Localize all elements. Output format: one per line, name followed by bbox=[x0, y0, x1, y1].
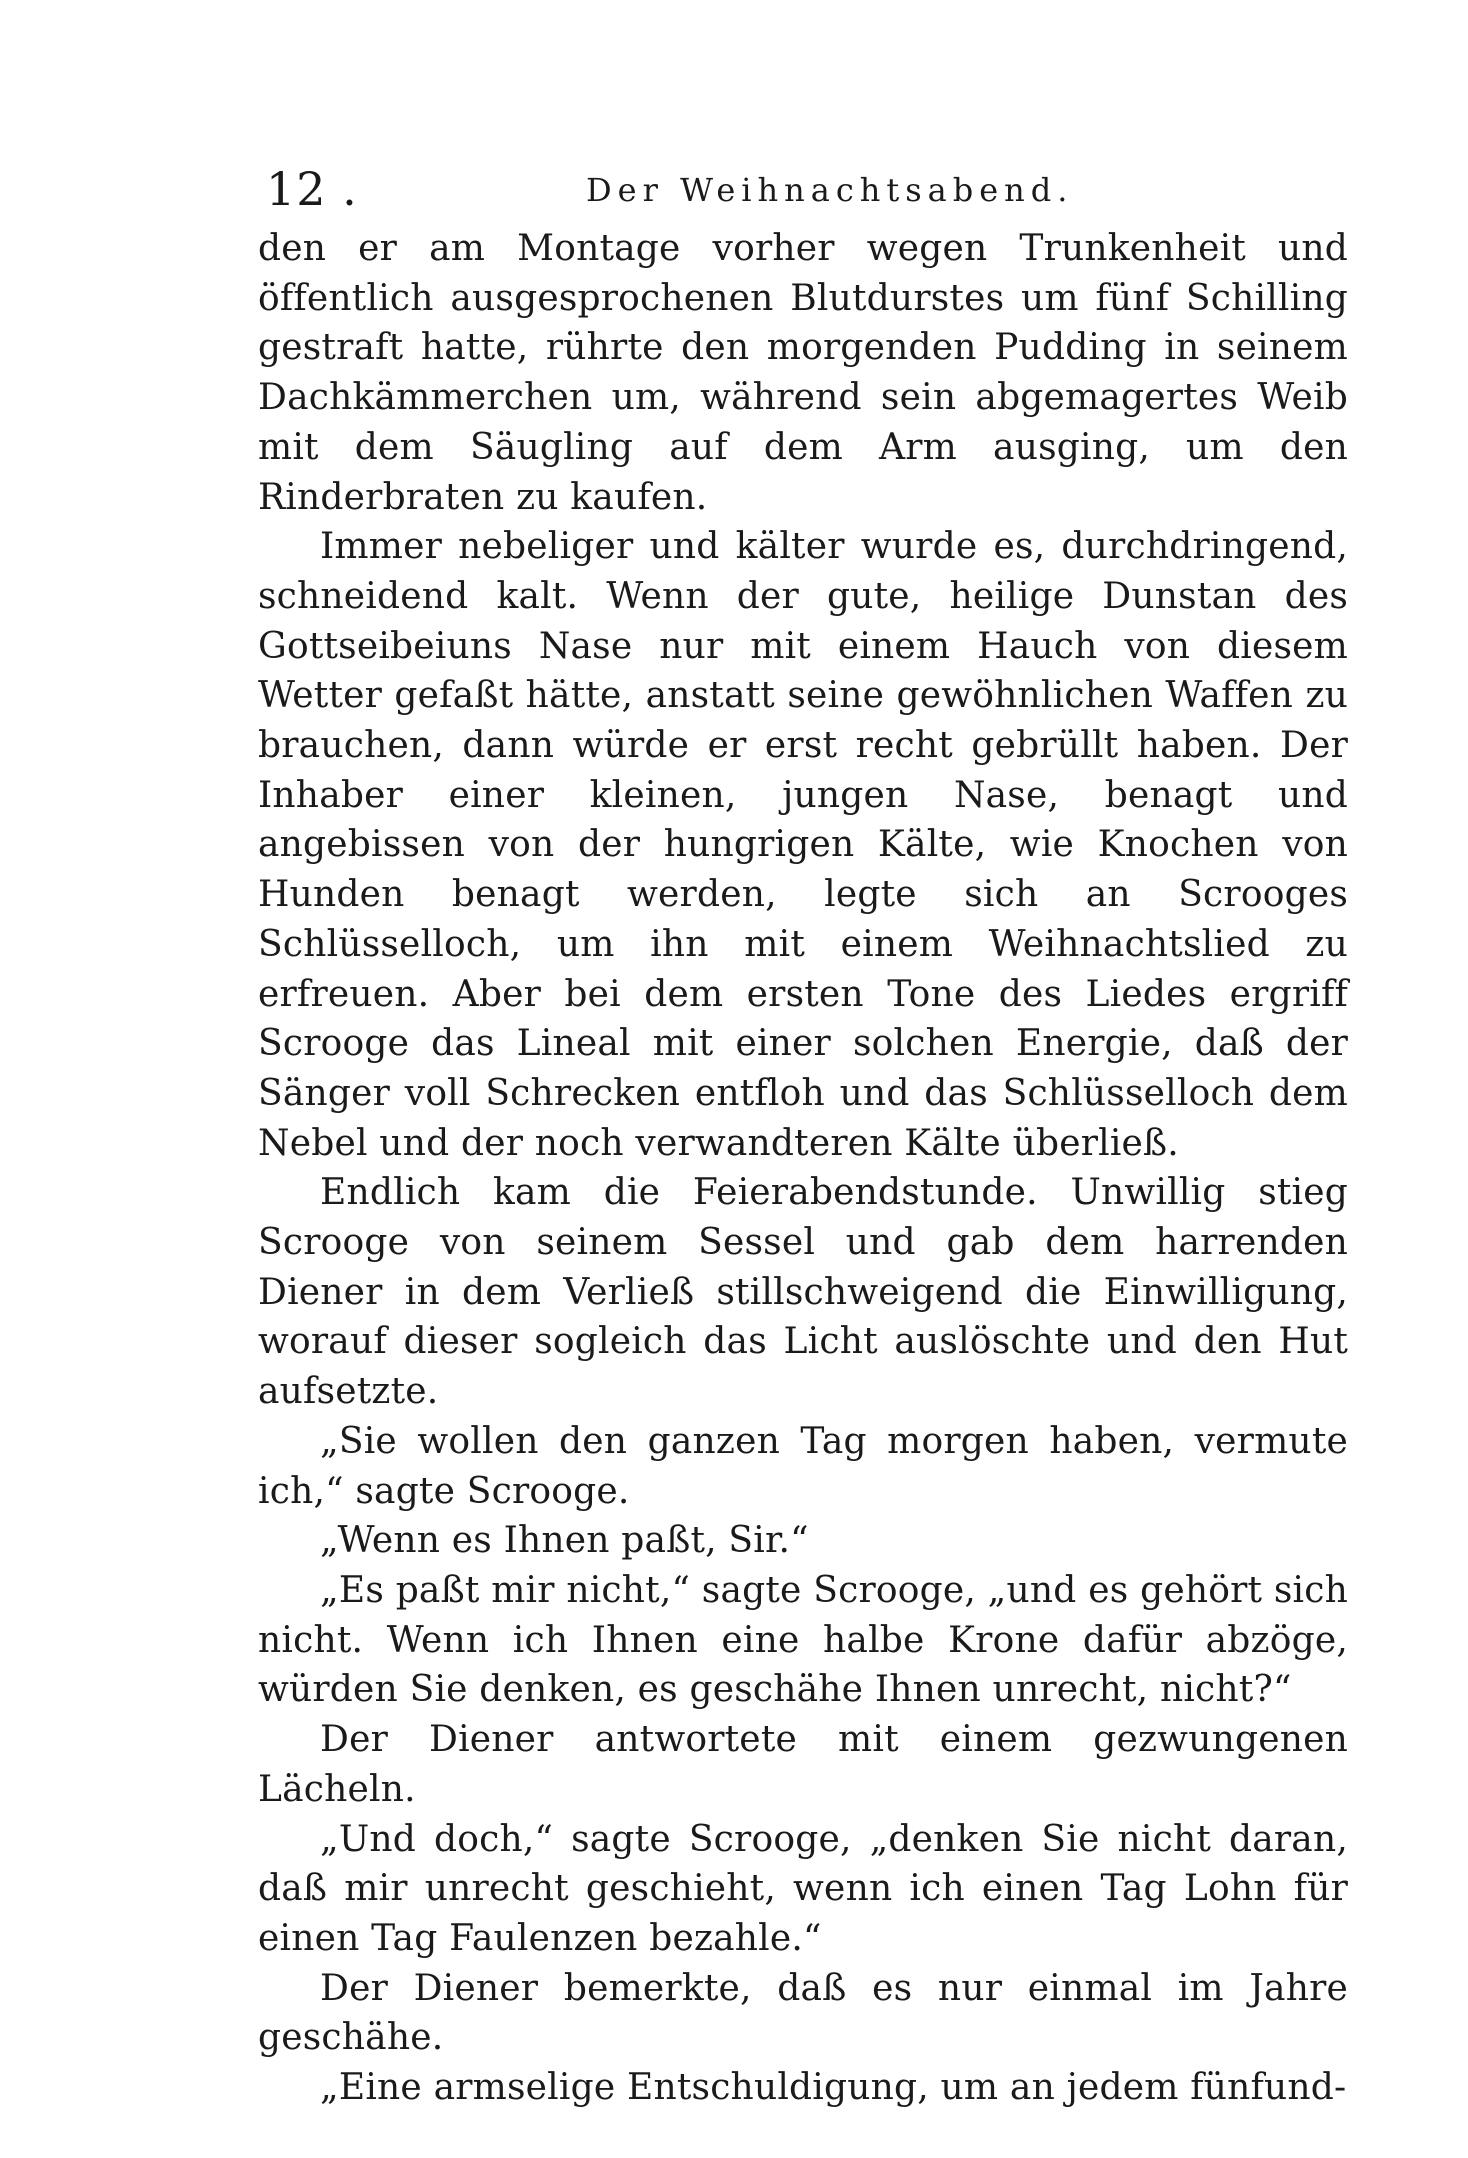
page-body bbox=[258, 224, 1348, 2113]
paragraph: Der Diener antwortete mit einem gezwungenen Lächeln. bbox=[258, 1719, 1348, 1810]
page-header bbox=[258, 160, 1348, 224]
paragraph: Endlich kam die Feierabendstunde. Unwillig stieg Scrooge von seinem Sessel und gab dem harrenden Diener in dem Verließ stillschweigend die Einwilligung, worauf dieser sogleich das Licht auslöschte und den Hut aufsetzte. bbox=[258, 1172, 1348, 1413]
paragraph: den er am Montage vorher wegen Trunkenheit und öffentlich ausgesprochenen Blutdurstes um fünf Schilling gestraft hatte, rührte den morgenden Pudding in seinem Dachkämmerchen um, während sein abgemagertes Weib mit dem Säugling auf dem Arm ausging, um den Rinderbraten zu kaufen. bbox=[258, 228, 1348, 518]
paragraph: Der Diener bemerkte, daß es nur einmal im Jahre geschähe. bbox=[258, 1967, 1348, 2059]
paragraph: „Wenn es Ihnen paßt, Sir.“ bbox=[320, 1520, 809, 1562]
paragraph: „Es paßt mir nicht,“ sagte Scrooge, „und es gehört sich nicht. Wenn ich Ihnen eine halbe Krone dafür abzöge, würden Sie denken, es geschähe Ihnen unrecht, nicht?“ bbox=[258, 1569, 1348, 1711]
paragraph: „Sie wollen den ganzen Tag morgen haben, vermute ich,“ sagte Scrooge. bbox=[258, 1420, 1348, 1512]
page-number: 12 . bbox=[266, 162, 358, 216]
paragraph: „Und doch,“ sagte Scrooge, „denken Sie nicht daran, daß mir unrecht geschieht, wenn ich einen Tag Lohn für einen Tag Faulenzen bezahle.“ bbox=[258, 1818, 1348, 1959]
book-page bbox=[258, 160, 1348, 2113]
paragraph: Immer nebeliger und kälter wurde es, durchdringend, schneidend kalt. Wenn der gute, heilige Dunstan des Gottseibeiuns Nase nur mit einem Hauch von diesem Wetter gefaßt hätte, anstatt seine gewöhnlichen Waffen zu brauchen, dann würde er erst recht gebrüllt haben. Der Inhaber einer kleinen, jungen Nase, benagt und angebissen von der hungrigen Kälte, wie Knochen von Hunden benagt werden, legte sich an Scrooges Schlüsselloch, um ihn mit einem Weihnachtslied zu erfreuen. Aber bei dem ersten Tone des Liedes ergriff Scrooge das Lineal mit einer solchen Energie, daß der Sänger voll Schrecken entfloh und das Schlüsselloch dem Nebel und der noch verwandteren Kälte überließ. bbox=[258, 526, 1348, 1164]
paragraph: „Eine armselige Entschuldigung, um an jedem fünfund- bbox=[320, 2067, 1347, 2109]
running-title: Der Weihnachtsabend. bbox=[586, 171, 1074, 209]
